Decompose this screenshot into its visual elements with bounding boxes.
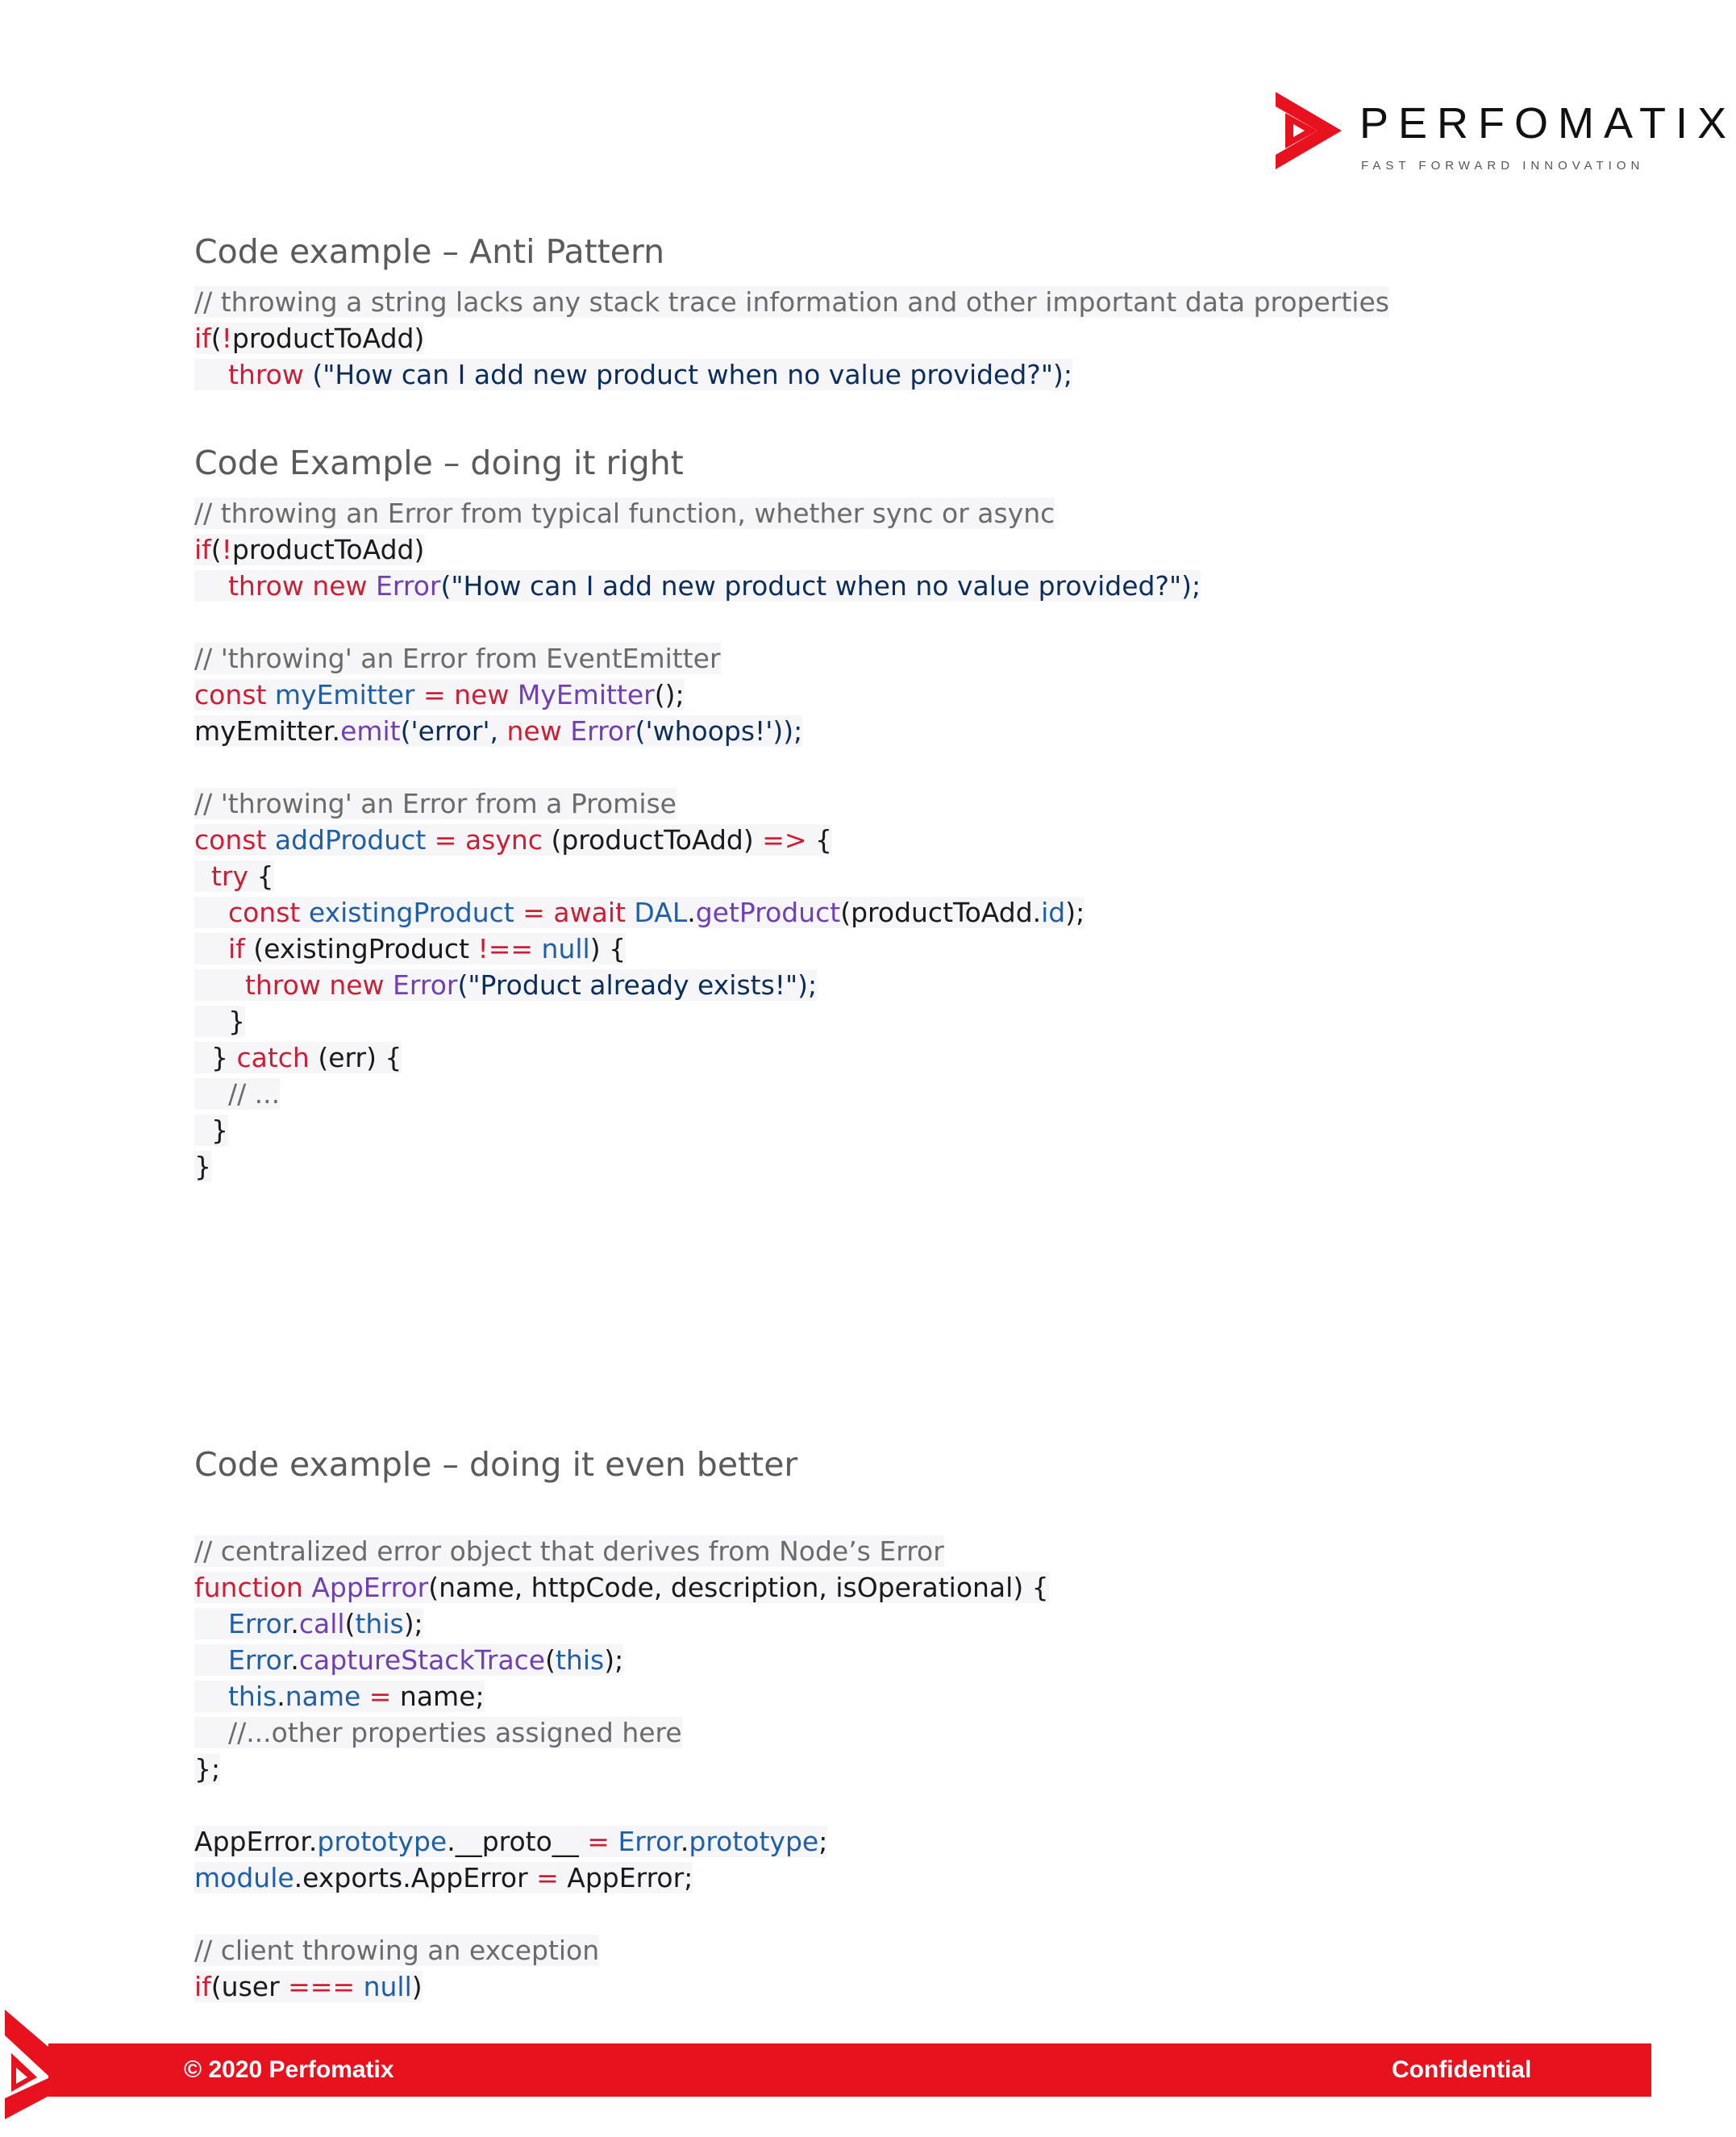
code-token: prototype <box>689 1826 819 1857</box>
code-token: throw new <box>244 969 385 1001</box>
code-token: ); <box>604 1644 624 1676</box>
code-token <box>626 897 635 928</box>
code-token: myEmitter. <box>194 715 341 747</box>
code-token: this <box>355 1608 404 1639</box>
code-token: catch <box>236 1042 310 1073</box>
code-token: productToAdd) <box>231 323 425 354</box>
code-token: . <box>290 1608 299 1639</box>
code-token: => <box>762 824 807 856</box>
code-token: = <box>536 1862 559 1893</box>
code-line <box>194 931 1565 967</box>
code-line <box>194 356 1565 393</box>
code-token: new <box>506 715 562 747</box>
code-line <box>194 677 1565 713</box>
code-token: Error <box>227 1644 291 1676</box>
code-token: if <box>194 534 211 565</box>
code-line <box>194 1860 1565 1896</box>
code-token: (); <box>654 679 685 710</box>
code-token: . <box>290 1644 299 1676</box>
code-token: } <box>194 1042 237 1073</box>
code-line <box>194 1606 1565 1642</box>
code-token: myEmitter <box>274 679 415 710</box>
code-token: productToAdd) <box>231 534 425 565</box>
code-token: name; <box>399 1681 485 1712</box>
code-token <box>562 715 571 747</box>
footer-arrow-logo-icon <box>0 2000 89 2121</box>
code-line <box>194 640 1565 677</box>
code-token: if <box>194 1971 211 2002</box>
code-line <box>194 1003 1565 1039</box>
code-token: // client throwing an exception <box>194 1935 600 1966</box>
code-token: ) { <box>589 933 627 964</box>
code-token: (productToAdd) <box>542 824 763 856</box>
code-token <box>610 1826 618 1857</box>
code-token: = await <box>514 897 626 928</box>
code-token: } <box>194 1114 228 1146</box>
footer-copyright: © 2020 Perfomatix <box>184 2056 394 2083</box>
code-token: // ... <box>194 1078 281 1110</box>
code-token: ); <box>1065 897 1085 928</box>
code-token: Error <box>393 969 458 1001</box>
code-line <box>194 1497 1565 1533</box>
code-token: AppError. <box>194 1826 318 1857</box>
code-token: prototype <box>317 1826 448 1857</box>
code-token: // throwing an Error from typical function, whether sync or async <box>194 498 1055 529</box>
code-line <box>194 1787 1565 1823</box>
code-line <box>194 858 1565 894</box>
code-token: addProduct <box>274 824 427 856</box>
code-line <box>194 1039 1565 1076</box>
code-token: null <box>541 933 590 964</box>
code-line <box>194 1932 1565 1968</box>
play-arrow-logo-icon <box>1272 89 1345 173</box>
code-token: ("How can I add new product when no value provided?"); <box>440 570 1201 602</box>
code-token: try <box>210 860 249 892</box>
code-token: . <box>680 1826 689 1857</box>
code-token <box>194 969 245 1001</box>
code-section <box>194 437 1565 1185</box>
code-block <box>194 284 1565 393</box>
code-token: throw <box>227 359 304 390</box>
code-token: name <box>285 1681 361 1712</box>
code-token: ('error', <box>400 715 507 747</box>
code-token: // centralized error object that derives from Node’s Error <box>194 1535 944 1567</box>
code-token: const <box>194 824 267 856</box>
code-token: id <box>1041 897 1066 928</box>
code-token: = async <box>426 824 543 856</box>
code-token: // 'throwing' an Error from a Promise <box>194 788 676 819</box>
code-token: Error <box>570 715 635 747</box>
code-line <box>194 1533 1565 1569</box>
code-token: Error <box>618 1826 681 1857</box>
code-line <box>194 967 1565 1003</box>
code-token: (existingProduct <box>244 933 478 964</box>
code-token: ( <box>210 534 222 565</box>
code-line <box>194 1642 1565 1678</box>
code-line <box>194 1678 1565 1714</box>
code-token <box>266 679 275 710</box>
code-token: { <box>248 860 274 892</box>
code-token: } <box>194 1151 211 1182</box>
code-token: null <box>363 1971 412 2002</box>
code-token: captureStackTrace <box>298 1644 546 1676</box>
code-block <box>194 495 1565 1185</box>
code-token: .__proto__ <box>447 1826 588 1857</box>
code-block <box>194 1497 1565 2005</box>
code-token <box>194 1608 228 1639</box>
code-token <box>194 359 228 390</box>
code-token: = new <box>414 679 510 710</box>
code-token <box>385 969 393 1001</box>
code-token <box>266 824 275 856</box>
code-section <box>194 226 1565 393</box>
code-token: (user <box>210 1971 289 2002</box>
code-token: if <box>227 933 245 964</box>
code-token: .exports.AppError <box>293 1862 537 1893</box>
code-line <box>194 284 1565 320</box>
code-token <box>194 897 228 928</box>
code-line <box>194 1896 1565 1932</box>
code-token: . <box>277 1681 285 1712</box>
code-token: MyEmitter <box>517 679 655 710</box>
code-token: AppError; <box>558 1862 693 1893</box>
code-token <box>194 860 211 892</box>
code-token <box>533 933 542 964</box>
code-token <box>509 679 518 710</box>
code-token: const <box>227 897 301 928</box>
code-token: getProduct <box>695 897 841 928</box>
code-token: ("How can I add new product when no value provided?"); <box>303 359 1072 390</box>
code-line <box>194 1751 1565 1787</box>
code-token: ! <box>221 534 232 565</box>
code-token: emit <box>340 715 401 747</box>
code-token: // throwing a string lacks any stack trace information and other important data properties <box>194 286 1389 318</box>
code-token: // 'throwing' an Error from EventEmitter <box>194 643 721 674</box>
code-token: { <box>806 824 833 856</box>
code-line <box>194 531 1565 568</box>
section-title: Code example – doing it even better <box>194 1445 798 1484</box>
code-token: ( <box>344 1608 356 1639</box>
section-title: Code Example – doing it right <box>194 444 684 482</box>
code-line <box>194 713 1565 749</box>
code-token: Error <box>376 570 441 602</box>
code-token: (err) { <box>309 1042 402 1073</box>
code-token: DAL <box>634 897 688 928</box>
code-token <box>303 1572 312 1603</box>
code-line <box>194 568 1565 604</box>
code-line <box>194 1148 1565 1185</box>
code-token: ("Product already exists!"); <box>457 969 818 1001</box>
brand-logo <box>1272 87 1736 176</box>
code-token: ( <box>545 1644 556 1676</box>
code-line <box>194 1714 1565 1751</box>
code-token: = <box>360 1681 400 1712</box>
code-line <box>194 894 1565 931</box>
code-token: AppError <box>311 1572 429 1603</box>
code-line <box>194 495 1565 531</box>
code-token: ; <box>818 1826 828 1857</box>
code-token: call <box>298 1608 345 1639</box>
code-line <box>194 320 1565 356</box>
footer-confidential: Confidential <box>1392 2056 1532 2083</box>
code-token <box>194 1681 228 1712</box>
code-line <box>194 749 1565 785</box>
section-title: Code example – Anti Pattern <box>194 232 665 271</box>
page-footer <box>0 1992 1651 2137</box>
code-line <box>194 1569 1565 1606</box>
code-token: }; <box>194 1753 221 1785</box>
code-token: //...other properties assigned here <box>194 1717 682 1748</box>
code-token: ! <box>221 323 232 354</box>
code-line <box>194 785 1565 822</box>
code-token <box>368 570 377 602</box>
brand-tagline: FAST FORWARD INNOVATION <box>1361 159 1645 173</box>
code-token: ('whoops!')); <box>635 715 803 747</box>
code-token <box>194 933 228 964</box>
code-token: throw new <box>227 570 368 602</box>
code-token: existingProduct <box>308 897 514 928</box>
code-token: if <box>194 323 211 354</box>
code-token: ( <box>210 323 222 354</box>
code-token <box>194 1644 228 1676</box>
code-token: module <box>194 1862 294 1893</box>
code-line <box>194 604 1565 640</box>
code-token: this <box>227 1681 277 1712</box>
code-token: this <box>555 1644 605 1676</box>
code-token: const <box>194 679 267 710</box>
code-line <box>194 822 1565 858</box>
code-token: function <box>194 1572 303 1603</box>
brand-name: PERFOMATIX <box>1359 99 1736 148</box>
code-token: ) <box>411 1971 423 2002</box>
code-token <box>194 570 228 602</box>
code-token: Error <box>227 1608 291 1639</box>
code-token: !== <box>477 933 534 964</box>
code-token: . <box>687 897 696 928</box>
code-line <box>194 1112 1565 1148</box>
code-section <box>194 1439 1565 2005</box>
code-token: (productToAdd. <box>840 897 1042 928</box>
code-token: ); <box>403 1608 423 1639</box>
code-token <box>300 897 309 928</box>
code-line <box>194 1823 1565 1860</box>
code-token: } <box>194 1006 245 1037</box>
code-token: === <box>288 1971 356 2002</box>
code-token: (name, httpCode, description, isOperational) { <box>428 1572 1049 1603</box>
code-line <box>194 1076 1565 1112</box>
code-token: = <box>587 1826 610 1857</box>
